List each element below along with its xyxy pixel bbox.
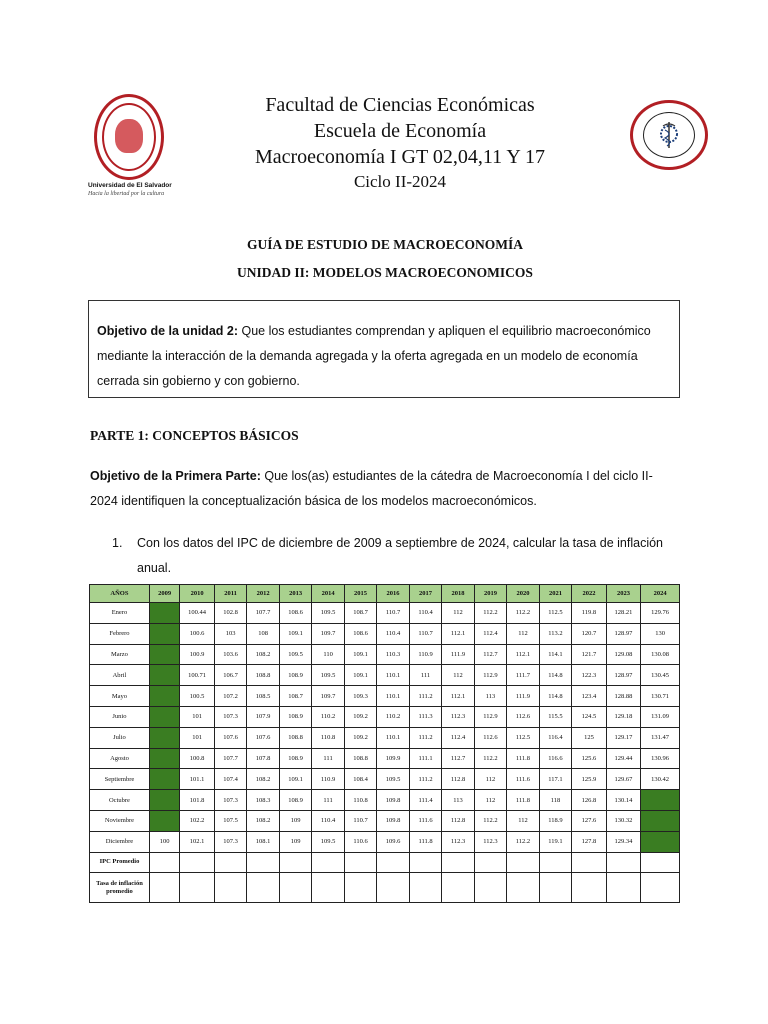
empty-answer-cell[interactable] xyxy=(572,873,607,903)
part1-objective xyxy=(90,464,680,514)
caduceus-gear-icon xyxy=(657,120,681,150)
unit-objective-box xyxy=(88,300,680,398)
value-cell: 113.2 xyxy=(539,623,571,644)
value-cell: 111.4 xyxy=(409,790,441,811)
column-header: 2010 xyxy=(180,585,215,603)
value-cell: 107.3 xyxy=(214,706,246,727)
value-cell: 109.6 xyxy=(377,831,409,852)
value-cell: 112.4 xyxy=(442,727,474,748)
seal-emblem xyxy=(115,119,143,153)
value-cell: 112.6 xyxy=(507,706,539,727)
empty-answer-cell[interactable] xyxy=(247,873,279,903)
ipc-table xyxy=(89,584,680,903)
value-cell: 109.5 xyxy=(312,665,344,686)
table-row xyxy=(90,790,680,811)
empty-shaded-cell xyxy=(641,810,680,831)
column-header: 2017 xyxy=(409,585,441,603)
value-cell: 121.7 xyxy=(572,644,607,665)
value-cell: 117.1 xyxy=(539,769,571,790)
value-cell: 112.3 xyxy=(442,831,474,852)
value-cell: 118 xyxy=(539,790,571,811)
value-cell: 107.8 xyxy=(247,748,279,769)
value-cell: 111.2 xyxy=(409,686,441,707)
value-cell: 111 xyxy=(312,790,344,811)
part1-heading: PARTE 1: CONCEPTOS BÁSICOS xyxy=(90,428,299,443)
empty-shaded-cell xyxy=(149,769,179,790)
empty-answer-cell[interactable] xyxy=(344,852,376,873)
value-cell: 131.47 xyxy=(641,727,680,748)
empty-answer-cell[interactable] xyxy=(606,852,641,873)
value-cell: 125.9 xyxy=(572,769,607,790)
value-cell: 100.8 xyxy=(180,748,215,769)
university-seal-logo xyxy=(88,94,172,202)
month-cell: Enero xyxy=(90,603,150,624)
cycle-label: Ciclo II-2024 xyxy=(353,172,447,191)
value-cell: 112.6 xyxy=(474,727,506,748)
value-cell: 110 xyxy=(312,644,344,665)
value-cell: 109.8 xyxy=(377,790,409,811)
value-cell: 101.1 xyxy=(180,769,215,790)
column-header: 2009 xyxy=(149,585,179,603)
value-cell: 110.2 xyxy=(312,706,344,727)
university-caption: Universidad de El Salvador xyxy=(88,182,172,189)
empty-answer-cell[interactable] xyxy=(539,873,571,903)
value-cell: 112 xyxy=(442,665,474,686)
value-cell: 108 xyxy=(247,623,279,644)
value-cell: 111.9 xyxy=(442,644,474,665)
empty-answer-cell[interactable] xyxy=(312,852,344,873)
value-cell: 110.3 xyxy=(377,644,409,665)
question-text: Con los datos del IPC de diciembre de 2009 a septiembre de 2024, calcular la tasa de inflación anual. xyxy=(137,536,664,575)
empty-answer-cell[interactable] xyxy=(474,852,506,873)
empty-shaded-cell xyxy=(149,790,179,811)
value-cell: 110.4 xyxy=(377,623,409,644)
month-cell: Agosto xyxy=(90,748,150,769)
value-cell: 108.7 xyxy=(279,686,311,707)
value-cell: 112.9 xyxy=(474,665,506,686)
empty-shaded-cell xyxy=(641,790,680,811)
value-cell: 129.17 xyxy=(606,727,641,748)
month-cell: Julio xyxy=(90,727,150,748)
value-cell: 110.8 xyxy=(312,727,344,748)
month-cell: Octubre xyxy=(90,790,150,811)
month-cell: Diciembre xyxy=(90,831,150,852)
value-cell: 111.8 xyxy=(507,748,539,769)
value-cell: 109.5 xyxy=(312,603,344,624)
course-name: Macroeconomía I GT 02,04,11 Y 17 xyxy=(254,146,546,168)
value-cell: 109.5 xyxy=(279,644,311,665)
empty-answer-cell[interactable] xyxy=(507,852,539,873)
value-cell: 129.18 xyxy=(606,706,641,727)
value-cell: 112.5 xyxy=(507,727,539,748)
month-cell: Noviembre xyxy=(90,810,150,831)
value-cell: 108.3 xyxy=(247,790,279,811)
value-cell: 112.1 xyxy=(442,686,474,707)
value-cell: 110.7 xyxy=(344,810,376,831)
table-row xyxy=(90,769,680,790)
table-row xyxy=(90,644,680,665)
value-cell: 109.8 xyxy=(377,810,409,831)
value-cell: 116.6 xyxy=(539,748,571,769)
value-cell: 111.2 xyxy=(409,727,441,748)
value-cell: 118.9 xyxy=(539,810,571,831)
value-cell: 111.8 xyxy=(409,831,441,852)
column-header: 2015 xyxy=(344,585,376,603)
value-cell: 109.5 xyxy=(377,769,409,790)
empty-shaded-cell xyxy=(149,623,179,644)
empty-answer-cell[interactable] xyxy=(149,873,179,903)
value-cell: 101 xyxy=(180,727,215,748)
value-cell: 122.3 xyxy=(572,665,607,686)
value-cell: 120.7 xyxy=(572,623,607,644)
value-cell: 107.3 xyxy=(214,790,246,811)
table-row xyxy=(90,727,680,748)
value-cell: 109 xyxy=(279,810,311,831)
value-cell: 109.5 xyxy=(312,831,344,852)
value-cell: 109.9 xyxy=(377,748,409,769)
value-cell: 126.8 xyxy=(572,790,607,811)
month-cell: Mayo xyxy=(90,686,150,707)
value-cell: 101.8 xyxy=(180,790,215,811)
value-cell: 130.14 xyxy=(606,790,641,811)
empty-shaded-cell xyxy=(641,831,680,852)
value-cell: 111.7 xyxy=(507,665,539,686)
value-cell: 111.3 xyxy=(409,706,441,727)
value-cell: 108.9 xyxy=(279,790,311,811)
empty-answer-cell[interactable] xyxy=(180,852,215,873)
faculty-seal-logo xyxy=(630,100,708,170)
value-cell: 100.6 xyxy=(180,623,215,644)
value-cell: 128.97 xyxy=(606,665,641,686)
value-cell: 113 xyxy=(474,686,506,707)
empty-shaded-cell xyxy=(149,727,179,748)
value-cell: 123.4 xyxy=(572,686,607,707)
empty-shaded-cell xyxy=(149,603,179,624)
value-cell: 112.2 xyxy=(474,810,506,831)
value-cell: 112.8 xyxy=(442,769,474,790)
empty-answer-cell[interactable] xyxy=(442,873,474,903)
value-cell: 112 xyxy=(507,810,539,831)
value-cell: 107.5 xyxy=(214,810,246,831)
month-cell: Abril xyxy=(90,665,150,686)
value-cell: 129.08 xyxy=(606,644,641,665)
value-cell: 103 xyxy=(214,623,246,644)
value-cell: 108.2 xyxy=(247,644,279,665)
empty-answer-cell[interactable] xyxy=(377,852,409,873)
value-cell: 127.8 xyxy=(572,831,607,852)
empty-answer-cell[interactable] xyxy=(606,873,641,903)
empty-shaded-cell xyxy=(149,665,179,686)
value-cell: 112.7 xyxy=(442,748,474,769)
value-cell: 101 xyxy=(180,706,215,727)
column-header: 2014 xyxy=(312,585,344,603)
value-cell: 119.8 xyxy=(572,603,607,624)
empty-answer-cell[interactable] xyxy=(149,852,179,873)
value-cell: 112.7 xyxy=(474,644,506,665)
empty-answer-cell[interactable] xyxy=(279,873,311,903)
value-cell: 109.1 xyxy=(279,623,311,644)
value-cell: 110.4 xyxy=(409,603,441,624)
value-cell: 110.7 xyxy=(409,623,441,644)
value-cell: 103.6 xyxy=(214,644,246,665)
value-cell: 112.3 xyxy=(442,706,474,727)
value-cell: 108.2 xyxy=(247,810,279,831)
value-cell: 108.6 xyxy=(344,623,376,644)
column-header: 2020 xyxy=(507,585,539,603)
month-cell: Marzo xyxy=(90,644,150,665)
empty-shaded-cell xyxy=(149,748,179,769)
value-cell: 130.45 xyxy=(641,665,680,686)
column-header: 2012 xyxy=(247,585,279,603)
empty-answer-cell[interactable] xyxy=(409,873,441,903)
empty-shaded-cell xyxy=(149,706,179,727)
value-cell: 108.9 xyxy=(279,706,311,727)
value-cell: 107.9 xyxy=(247,706,279,727)
table-row xyxy=(90,623,680,644)
value-cell: 111.1 xyxy=(409,748,441,769)
empty-answer-cell[interactable] xyxy=(641,873,680,903)
value-cell: 110.4 xyxy=(312,810,344,831)
value-cell: 112.4 xyxy=(474,623,506,644)
table-row xyxy=(90,603,680,624)
empty-answer-cell[interactable] xyxy=(572,852,607,873)
value-cell: 108.8 xyxy=(344,748,376,769)
value-cell: 109.2 xyxy=(344,706,376,727)
value-cell: 112 xyxy=(442,603,474,624)
value-cell: 111.9 xyxy=(507,686,539,707)
guide-title: GUÍA DE ESTUDIO DE MACROECONOMÍA xyxy=(246,237,524,252)
value-cell: 102.2 xyxy=(180,810,215,831)
column-header: 2023 xyxy=(606,585,641,603)
column-header: 2018 xyxy=(442,585,474,603)
column-header: AÑOS xyxy=(90,585,150,603)
empty-answer-cell[interactable] xyxy=(377,873,409,903)
value-cell: 108.6 xyxy=(279,603,311,624)
value-cell: 110.2 xyxy=(377,706,409,727)
column-header: 2022 xyxy=(572,585,607,603)
value-cell: 108.2 xyxy=(247,769,279,790)
table-row xyxy=(90,810,680,831)
unit-title: UNIDAD II: MODELOS MACROECONOMICOS xyxy=(237,265,533,280)
value-cell: 129.76 xyxy=(641,603,680,624)
value-cell: 100.9 xyxy=(180,644,215,665)
table-row xyxy=(90,831,680,852)
column-header: 2021 xyxy=(539,585,571,603)
value-cell: 110.9 xyxy=(409,644,441,665)
value-cell: 108.8 xyxy=(279,727,311,748)
value-cell: 109.3 xyxy=(344,686,376,707)
empty-shaded-cell xyxy=(149,686,179,707)
question-number: 1. xyxy=(112,536,123,550)
value-cell: 100 xyxy=(149,831,179,852)
table-footer-row xyxy=(90,852,680,873)
faculty-name: Facultad de Ciencias Económicas xyxy=(265,94,535,116)
value-cell: 111.2 xyxy=(409,769,441,790)
column-header: 2024 xyxy=(641,585,680,603)
value-cell: 108.5 xyxy=(247,686,279,707)
value-cell: 110.1 xyxy=(377,686,409,707)
empty-answer-cell[interactable] xyxy=(474,873,506,903)
value-cell: 119.1 xyxy=(539,831,571,852)
value-cell: 107.4 xyxy=(214,769,246,790)
empty-answer-cell[interactable] xyxy=(214,852,246,873)
value-cell: 114.1 xyxy=(539,644,571,665)
empty-answer-cell[interactable] xyxy=(442,852,474,873)
value-cell: 130 xyxy=(641,623,680,644)
month-cell: Febrero xyxy=(90,623,150,644)
value-cell: 125 xyxy=(572,727,607,748)
empty-answer-cell[interactable] xyxy=(214,873,246,903)
value-cell: 111 xyxy=(409,665,441,686)
part1-objective-text: Que los(as) estudiantes de la cátedra de Macroeconomía I del ciclo II-2024 identifiquen la conceptualización básica de los modelos macroeconómicos. xyxy=(90,469,653,508)
value-cell: 114.8 xyxy=(539,686,571,707)
value-cell: 109.1 xyxy=(279,769,311,790)
value-cell: 110.9 xyxy=(312,769,344,790)
empty-answer-cell[interactable] xyxy=(641,852,680,873)
empty-answer-cell[interactable] xyxy=(180,873,215,903)
value-cell: 112 xyxy=(474,769,506,790)
table-row xyxy=(90,706,680,727)
value-cell: 106.7 xyxy=(214,665,246,686)
part1-objective-label: Objetivo de la Primera Parte: xyxy=(90,469,261,483)
value-cell: 130.96 xyxy=(641,748,680,769)
month-cell: Septiembre xyxy=(90,769,150,790)
value-cell: 112.2 xyxy=(474,603,506,624)
value-cell: 110.7 xyxy=(377,603,409,624)
value-cell: 107.6 xyxy=(247,727,279,748)
value-cell: 113 xyxy=(442,790,474,811)
value-cell: 109.7 xyxy=(312,623,344,644)
value-cell: 128.88 xyxy=(606,686,641,707)
value-cell: 109 xyxy=(279,831,311,852)
value-cell: 100.5 xyxy=(180,686,215,707)
empty-answer-cell[interactable] xyxy=(507,873,539,903)
empty-answer-cell[interactable] xyxy=(279,852,311,873)
footer-label-cell: IPC Promedio xyxy=(90,852,150,873)
value-cell: 110.8 xyxy=(344,790,376,811)
column-header: 2013 xyxy=(279,585,311,603)
value-cell: 107.2 xyxy=(214,686,246,707)
value-cell: 111 xyxy=(312,748,344,769)
table-row xyxy=(90,748,680,769)
value-cell: 129.44 xyxy=(606,748,641,769)
value-cell: 100.71 xyxy=(180,665,215,686)
value-cell: 107.3 xyxy=(214,831,246,852)
value-cell: 107.7 xyxy=(214,748,246,769)
value-cell: 111.6 xyxy=(507,769,539,790)
table-header-row xyxy=(90,585,680,603)
value-cell: 112.9 xyxy=(474,706,506,727)
value-cell: 124.5 xyxy=(572,706,607,727)
value-cell: 109.2 xyxy=(344,727,376,748)
empty-shaded-cell xyxy=(149,644,179,665)
month-cell: Junio xyxy=(90,706,150,727)
value-cell: 110.1 xyxy=(377,665,409,686)
value-cell: 128.21 xyxy=(606,603,641,624)
column-header: 2019 xyxy=(474,585,506,603)
value-cell: 110.6 xyxy=(344,831,376,852)
value-cell: 111.6 xyxy=(409,810,441,831)
value-cell: 109.1 xyxy=(344,644,376,665)
value-cell: 112.3 xyxy=(474,831,506,852)
table-footer-row xyxy=(90,873,680,903)
value-cell: 108.9 xyxy=(279,665,311,686)
footer-label-cell: Tasa de inflación promedio xyxy=(90,873,150,903)
empty-answer-cell[interactable] xyxy=(312,873,344,903)
empty-shaded-cell xyxy=(149,810,179,831)
value-cell: 115.5 xyxy=(539,706,571,727)
empty-answer-cell[interactable] xyxy=(409,852,441,873)
value-cell: 130.08 xyxy=(641,644,680,665)
empty-answer-cell[interactable] xyxy=(344,873,376,903)
value-cell: 100.44 xyxy=(180,603,215,624)
value-cell: 112.8 xyxy=(442,810,474,831)
table-row xyxy=(90,686,680,707)
value-cell: 130.42 xyxy=(641,769,680,790)
value-cell: 112 xyxy=(507,623,539,644)
value-cell: 116.4 xyxy=(539,727,571,748)
column-header: 2011 xyxy=(214,585,246,603)
school-name: Escuela de Economía xyxy=(313,120,487,142)
value-cell: 111.8 xyxy=(507,790,539,811)
column-header: 2016 xyxy=(377,585,409,603)
value-cell: 112.2 xyxy=(474,748,506,769)
value-cell: 112.2 xyxy=(507,603,539,624)
value-cell: 109.7 xyxy=(312,686,344,707)
value-cell: 129.67 xyxy=(606,769,641,790)
value-cell: 112.1 xyxy=(442,623,474,644)
value-cell: 112.5 xyxy=(539,603,571,624)
value-cell: 112.2 xyxy=(507,831,539,852)
value-cell: 108.8 xyxy=(247,665,279,686)
value-cell: 107.7 xyxy=(247,603,279,624)
university-motto: Hacia la libertad por la cultura xyxy=(88,191,165,197)
value-cell: 108.9 xyxy=(279,748,311,769)
table-row xyxy=(90,665,680,686)
value-cell: 102.8 xyxy=(214,603,246,624)
value-cell: 112.1 xyxy=(507,644,539,665)
empty-answer-cell[interactable] xyxy=(247,852,279,873)
value-cell: 114.8 xyxy=(539,665,571,686)
value-cell: 112 xyxy=(474,790,506,811)
value-cell: 131.09 xyxy=(641,706,680,727)
empty-answer-cell[interactable] xyxy=(539,852,571,873)
value-cell: 127.6 xyxy=(572,810,607,831)
value-cell: 110.1 xyxy=(377,727,409,748)
value-cell: 107.6 xyxy=(214,727,246,748)
value-cell: 128.97 xyxy=(606,623,641,644)
value-cell: 102.1 xyxy=(180,831,215,852)
value-cell: 109.1 xyxy=(344,665,376,686)
value-cell: 108.4 xyxy=(344,769,376,790)
value-cell: 108.1 xyxy=(247,831,279,852)
value-cell: 125.6 xyxy=(572,748,607,769)
value-cell: 129.34 xyxy=(606,831,641,852)
value-cell: 130.71 xyxy=(641,686,680,707)
unit-objective-label: Objetivo de la unidad 2: xyxy=(97,324,238,338)
value-cell: 130.32 xyxy=(606,810,641,831)
value-cell: 108.7 xyxy=(344,603,376,624)
unit-objective-text: Que los estudiantes comprendan y apliquen el equilibrio macroeconómico mediante la interacción de la demanda agregada y la oferta agregada en un modelo de economía cerrada sin gobierno y con gobierno. xyxy=(97,324,651,388)
